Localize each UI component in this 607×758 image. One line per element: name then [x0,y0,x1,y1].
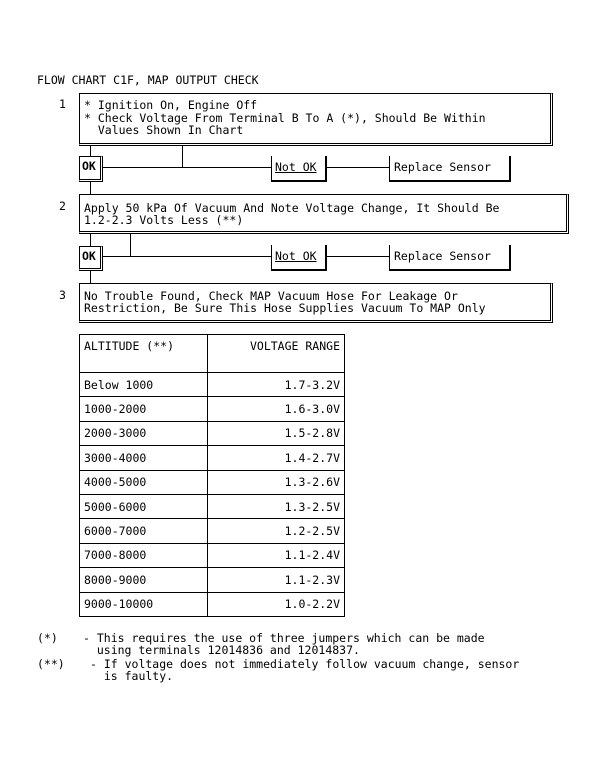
voltage-cell: 1.3-2.6V [208,470,345,494]
voltage-cell: 1.2-2.5V [208,519,345,543]
step-1-line-2: * Check Voltage From Terminal B To A (*), Should Be Within [84,111,486,125]
table-row [80,397,345,421]
replace-sensor-1-box [389,156,511,182]
altitude-cell: 4000-5000 [80,470,208,494]
voltage-cell: 1.6-3.0V [208,397,345,421]
replace-sensor-2-box [389,245,511,271]
connector-step2-down [130,234,131,256]
table-row [80,421,345,445]
table-row [80,592,345,616]
header-altitude: ALTITUDE (**) [80,335,208,373]
altitude-cell: 8000-9000 [80,568,208,592]
altitude-cell: 5000-6000 [80,494,208,518]
step-2-line-1: Apply 50 kPa Of Vacuum And Note Voltage Change, It Should Be [84,201,500,215]
altitude-cell: 7000-8000 [80,543,208,567]
altitude-cell: 6000-7000 [80,519,208,543]
altitude-cell: 2000-3000 [80,421,208,445]
connector-notok2-replace [326,256,390,257]
altitude-cell: 9000-10000 [80,592,208,616]
footnote-1-line-2: using terminals 12014836 and 12014837. [83,643,360,657]
table-row [80,446,345,470]
voltage-cell: 1.3-2.5V [208,494,345,518]
step-1-box [79,93,553,146]
table-row [80,373,345,397]
step-2-number: 2 [59,199,66,213]
step-3-line-2: Restriction, Be Sure This Hose Supplies Vacuum To MAP Only [84,301,486,315]
table-row [80,470,345,494]
step-2-line-2: 1.2-2.3 Volts Less (**) [84,213,244,227]
altitude-cell: 3000-4000 [80,446,208,470]
not-ok-1-label: Not OK [275,160,317,174]
header-voltage-range: VOLTAGE RANGE [208,335,345,373]
voltage-cell: 1.7-3.2V [208,373,345,397]
footnote-2-mark: (**) [37,657,65,671]
connector-notok1-replace [326,167,390,168]
footnote-2-line-1: - If voltage does not immediately follow vacuum change, sensor [90,657,520,671]
not-ok-2-label: Not OK [275,249,317,263]
altitude-cell: 1000-2000 [80,397,208,421]
step-3-number: 3 [59,288,66,302]
ok-1-box [79,156,103,182]
connector-ok1-step2 [90,181,91,194]
table-header-row [80,335,345,373]
voltage-cell: 1.4-2.7V [208,446,345,470]
ok-2-box [79,246,103,271]
connector-step1-ok [90,146,91,156]
connector-ok2-notok2 [102,256,272,257]
replace-sensor-2-label: Replace Sensor [394,249,491,263]
voltage-cell: 1.0-2.2V [208,592,345,616]
step-1-line-3: Values Shown In Chart [84,123,244,137]
ok-1-label: OK [82,159,96,173]
footnote-2-line-2: is faulty. [90,669,174,683]
replace-sensor-1-label: Replace Sensor [394,160,491,174]
voltage-cell: 1.1-2.4V [208,543,345,567]
altitude-voltage-table [79,334,345,617]
connector-ok2-step3 [90,270,91,283]
table-row [80,494,345,518]
altitude-cell: Below 1000 [80,373,208,397]
footnote-1-mark: (*) [37,631,58,645]
table-row [80,568,345,592]
footnote-1-line-1: - This requires the use of three jumpers which can be made [83,631,485,645]
step-2-box [79,194,569,234]
step-1-line-1: * Ignition On, Engine Off [84,98,258,112]
step-3-line-1: No Trouble Found, Check MAP Vacuum Hose For Leakage Or [84,289,458,303]
not-ok-1-box [271,156,327,182]
voltage-cell: 1.5-2.8V [208,421,345,445]
step-3-box [79,283,553,323]
connector-ok1-notok1 [102,167,272,168]
table-row [80,519,345,543]
step-1-number: 1 [59,97,66,111]
ok-2-label: OK [82,249,96,263]
not-ok-2-box [271,245,327,271]
page-title: FLOW CHART C1F, MAP OUTPUT CHECK [37,73,259,87]
connector-step2-ok [90,234,91,246]
connector-step1-down [182,146,183,167]
table-row [80,543,345,567]
voltage-cell: 1.1-2.3V [208,568,345,592]
